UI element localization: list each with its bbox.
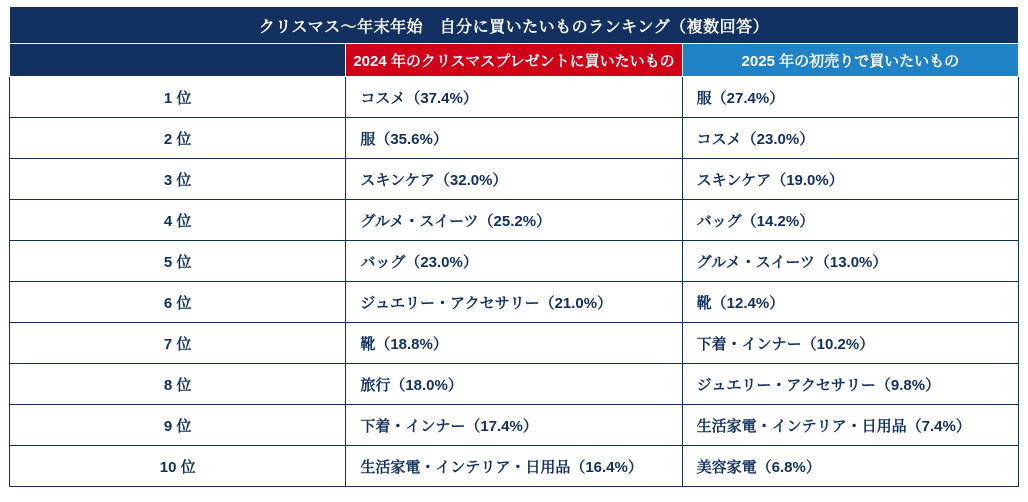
rank-label: 4 位 xyxy=(10,200,346,241)
table-row xyxy=(10,200,1019,241)
newyear-item: 服（27.4%） xyxy=(682,77,1018,118)
table-row xyxy=(10,118,1019,159)
christmas-item: ジュエリー・アクセサリー（21.0%） xyxy=(346,282,682,323)
table-row xyxy=(10,446,1019,487)
newyear-item: コスメ（23.0%） xyxy=(682,118,1018,159)
header-rank-blank xyxy=(10,44,346,77)
rank-label: 9 位 xyxy=(10,405,346,446)
christmas-item: コスメ（37.4%） xyxy=(346,77,682,118)
christmas-item: 靴（18.8%） xyxy=(346,323,682,364)
christmas-item: バッグ（23.0%） xyxy=(346,241,682,282)
rank-label: 10 位 xyxy=(10,446,346,487)
christmas-item: 服（35.6%） xyxy=(346,118,682,159)
ranking-table xyxy=(9,6,1019,487)
christmas-item: グルメ・スイーツ（25.2%） xyxy=(346,200,682,241)
rank-label: 7 位 xyxy=(10,323,346,364)
table-title-row xyxy=(10,7,1019,44)
table-row xyxy=(10,323,1019,364)
table-row xyxy=(10,241,1019,282)
ranking-page xyxy=(0,6,1028,502)
newyear-item: バッグ（14.2%） xyxy=(682,200,1018,241)
newyear-item: 美容家電（6.8%） xyxy=(682,446,1018,487)
rank-label: 2 位 xyxy=(10,118,346,159)
table-row xyxy=(10,364,1019,405)
newyear-item: 下着・インナー（10.2%） xyxy=(682,323,1018,364)
table-row xyxy=(10,405,1019,446)
christmas-item: スキンケア（32.0%） xyxy=(346,159,682,200)
table-row xyxy=(10,159,1019,200)
christmas-item: 生活家電・インテリア・日用品（16.4%） xyxy=(346,446,682,487)
rank-label: 6 位 xyxy=(10,282,346,323)
christmas-item: 旅行（18.0%） xyxy=(346,364,682,405)
table-header-row xyxy=(10,44,1019,77)
header-newyear-column: 2025 年の初売りで買いたいもの xyxy=(682,44,1018,77)
rank-label: 8 位 xyxy=(10,364,346,405)
newyear-item: ジュエリー・アクセサリー（9.8%） xyxy=(682,364,1018,405)
table-row xyxy=(10,282,1019,323)
header-christmas-column: 2024 年のクリスマスプレゼントに買いたいもの xyxy=(346,44,682,77)
rank-label: 1 位 xyxy=(10,77,346,118)
rank-label: 3 位 xyxy=(10,159,346,200)
table-row xyxy=(10,77,1019,118)
newyear-item: スキンケア（19.0%） xyxy=(682,159,1018,200)
page-title: クリスマス〜年末年始 自分に買いたいものランキング（複数回答） xyxy=(10,7,1019,44)
newyear-item: 生活家電・インテリア・日用品（7.4%） xyxy=(682,405,1018,446)
newyear-item: 靴（12.4%） xyxy=(682,282,1018,323)
christmas-item: 下着・インナー（17.4%） xyxy=(346,405,682,446)
newyear-item: グルメ・スイーツ（13.0%） xyxy=(682,241,1018,282)
rank-label: 5 位 xyxy=(10,241,346,282)
